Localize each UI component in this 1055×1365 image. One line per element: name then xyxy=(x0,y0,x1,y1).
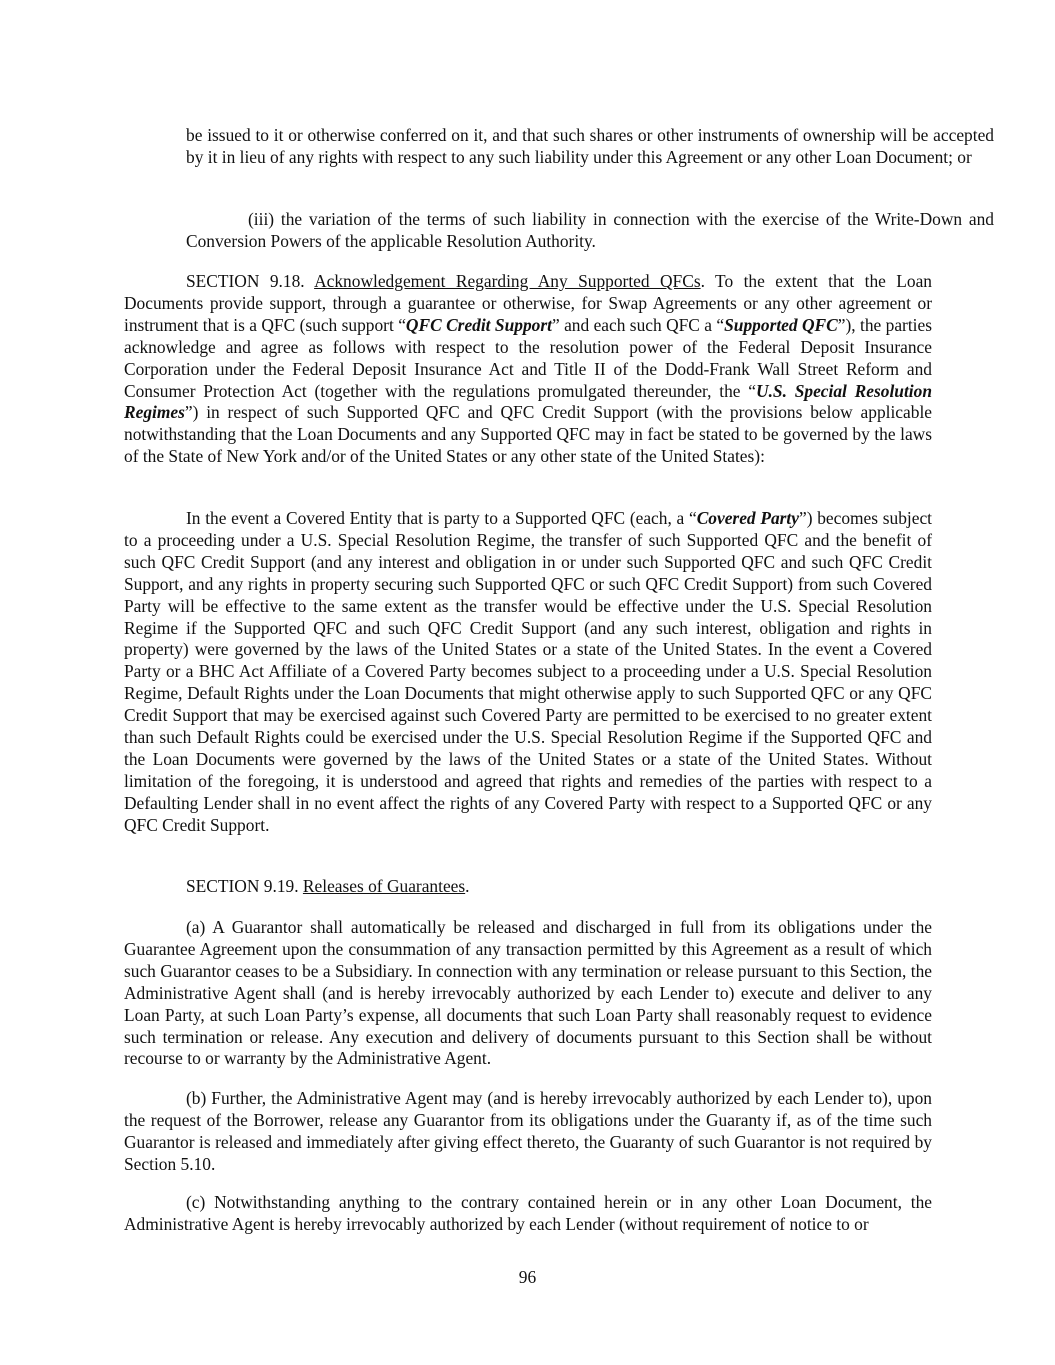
section-9-19-heading xyxy=(124,876,932,898)
section-9-18-number: SECTION 9.18. xyxy=(186,271,305,291)
section-9-18-text-4: ”) in respect of such Supported QFC and QFC Credit Support (with the provisions below applicable notwithstanding that the Loan Documents and any Supported QFC may in fact be stated to be governed by the laws of the State of New York and/or of the United States or any other state of the United States): xyxy=(124,402,932,467)
paragraph-a: (a) A Guarantor shall automatically be released and discharged in full from its obligations under the Guarantee Agreement upon the consummation of any transaction permitted by this Agreement as a result of which such Guarantor ceases to be a Subsidiary. In connection with any termination or release pursuant to this Section, the Administrative Agent shall (and is hereby irrevocably authorized by each Lender to) execute and deliver to any Loan Party, at such Loan Party’s expense, all documents that such Loan Party shall reasonably request to evidence such termination or release. Any execution and delivery of documents pursuant to this Section shall be without recourse to or warranty by the Administrative Agent. xyxy=(124,917,932,1069)
section-9-18-text-2: ” and each such QFC a “ xyxy=(551,314,725,335)
term-supported-qfc: Supported QFC xyxy=(724,314,838,335)
paragraph-c: (c) Notwithstanding anything to the contrary contained herein or in any other Loan Document, the Administrative Agent is hereby irrevocably authorized by each Lender (without requirement of notice to or xyxy=(124,1192,932,1234)
paragraph-clause-iii: (iii) the variation of the terms of such liability in connection with the exercise of the Write-Down and Conversion Powers of the applicable Resolution Authority. xyxy=(186,209,994,251)
term-qfc-credit-support: QFC Credit Support xyxy=(405,314,552,335)
paragraph-shares-continuation: be issued to it or otherwise conferred on it, and that such shares or other instruments of ownership will be accepted by it in lieu of any rights with respect to any such liability under this Agreement or any other Loan Document; or xyxy=(186,125,994,167)
section-9-19-period: . xyxy=(465,876,470,896)
covered-party-text-2: ”) becomes subject to a proceeding under a U.S. Special Resolution Regime, the transfer of such Supported QFC and the benefit of such QFC Credit Support (and any interest and obligation in or under such Supported QFC and such QFC Credit Support, and any rights in property securing such Supported QFC or such QFC Credit Support) from such Covered Party will be effective to the same extent as the transfer would be effective under the U.S. Special Resolution Regime if the Supported QFC and such QFC Credit Support (and any such interest, obligation and rights in property) were governed by the laws of the United States or a state of the United States. In the event a Covered Party or a BHC Act Affiliate of a Covered Party becomes subject to a proceeding under a U.S. Special Resolution Regime, Default Rights under the Loan Documents that might otherwise apply to such Supported QFC or any QFC Credit Support that may be exercised against such Covered Party are permitted to be exercised to no greater extent than such Default Rights could be exercised under the U.S. Special Resolution Regime if the Supported QFC and the Loan Documents were governed by the laws of the United States or a state of the United States. Without limitation of the foregoing, it is understood and agreed that rights and remedies of the parties with respect to a Defaulting Lender shall in no event affect the rights of any Covered Party with respect to a Supported QFC or any QFC Credit Support. xyxy=(124,508,933,835)
paragraph-b: (b) Further, the Administrative Agent may (and is hereby irrevocably authorized by each Lender to), upon the request of the Borrower, release any Guarantor from its obligations under the Guaranty if, as of the time such Guarantor is released and immediately after giving effect thereto, the Guaranty of such Guarantor is not required by Section 5.10. xyxy=(124,1088,932,1174)
section-9-18-paragraph xyxy=(124,271,932,468)
section-9-18-text-1: . To the extent that the Loan Documents provide support, through a guarantee or otherwise, for Swap Agreements or any other agreement or instrument that is a QFC (such support “ xyxy=(124,271,933,335)
page-number: 96 xyxy=(518,1267,537,1287)
paragraph-covered-party xyxy=(124,508,932,837)
section-9-19-title: Releases of Guarantees xyxy=(302,876,466,896)
term-us-special-resolution-regimes: U.S. Special Resolution Regimes xyxy=(124,380,932,423)
covered-party-text-1: In the event a Covered Entity that is party to a Supported QFC (each, a “ xyxy=(186,508,697,528)
term-covered-party: Covered Party xyxy=(696,508,799,528)
section-9-18-text-3: ”), the parties acknowledge and agree as follows with respect to the resolution power of the Federal Deposit Insurance Corporation under the Federal Deposit Insurance Act and Title II of the Dodd-Frank Wall Street Reform and Consumer Protection Act (together with the regulations promulgated thereunder, the “ xyxy=(124,314,932,401)
section-9-19-number: SECTION 9.19. xyxy=(186,876,299,896)
section-9-18-title: Acknowledgement Regarding Any Supported QFCs xyxy=(314,271,701,291)
